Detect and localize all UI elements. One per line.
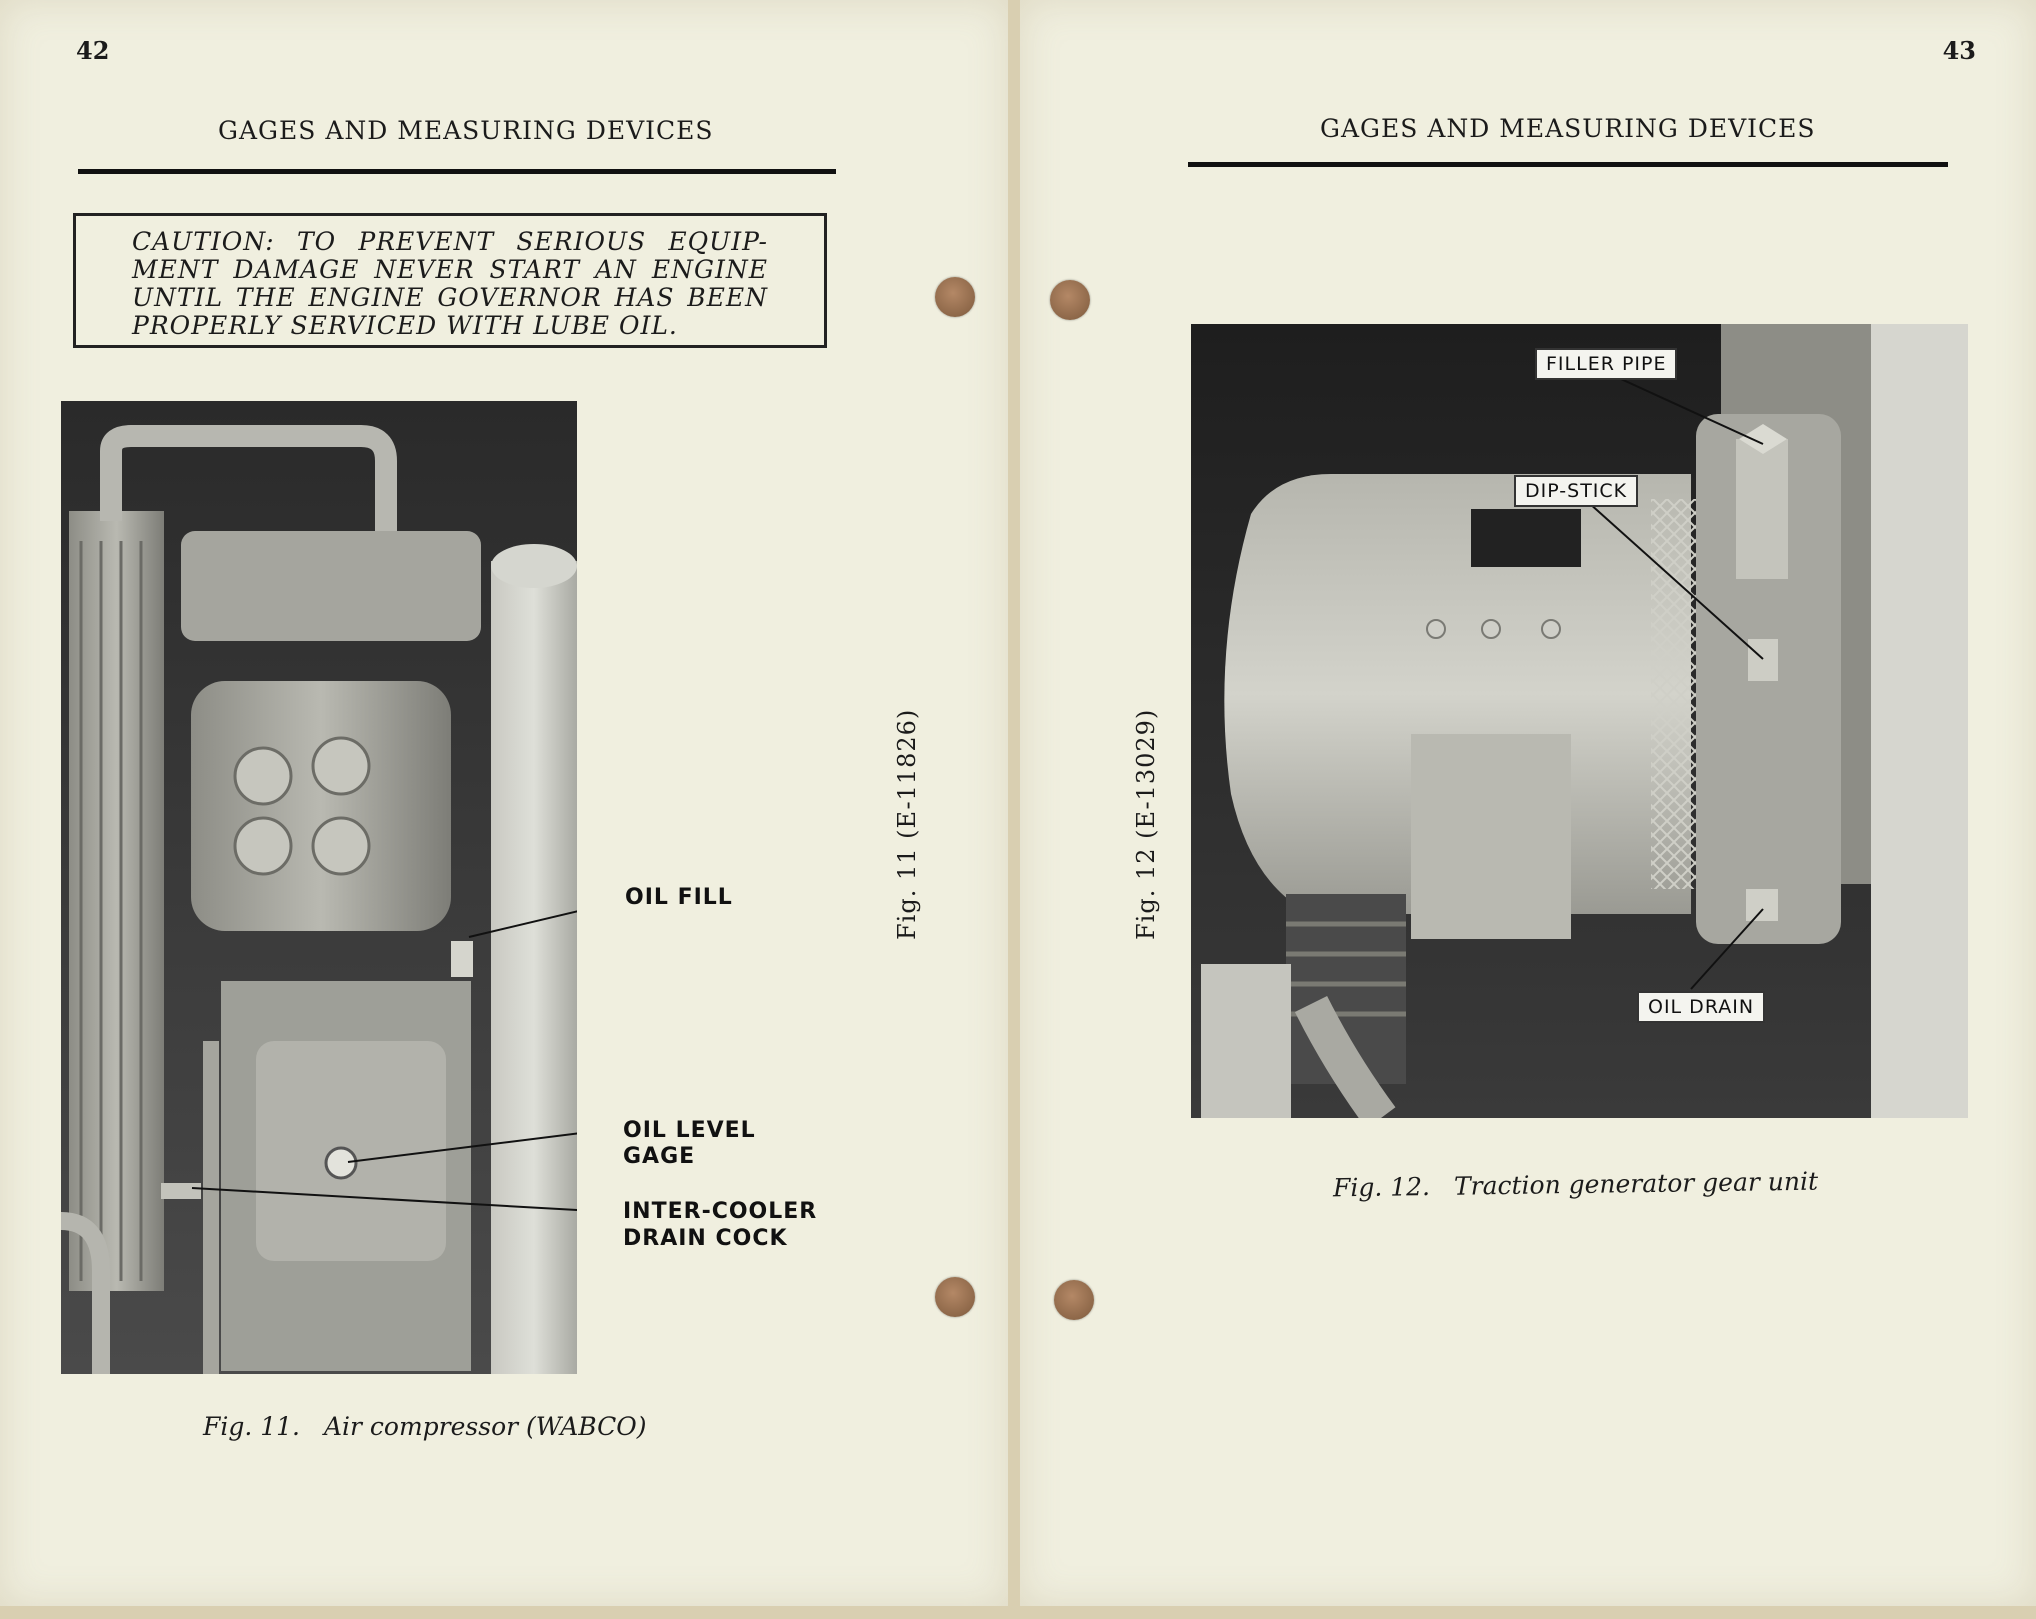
figure-caption: [203, 1412, 647, 1441]
callout-drain-cock: DRAIN COCK: [623, 1226, 788, 1251]
left-page: [0, 0, 1008, 1606]
punch-hole: [935, 1277, 975, 1317]
punch-hole: [935, 277, 975, 317]
callout-oil-drain: OIL DRAIN: [1637, 991, 1765, 1023]
callout-oil-level: OIL LEVEL: [623, 1118, 756, 1143]
caution-line: MENT DAMAGE NEVER START AN ENGINE: [132, 255, 768, 284]
punch-hole: [1050, 280, 1090, 320]
callout-gage: GAGE: [623, 1144, 696, 1169]
caution-line: PROPERLY SERVICED WITH LUBE OIL.: [132, 311, 678, 340]
page-number: 42: [76, 36, 110, 65]
caution-line: CAUTION: TO PREVENT SERIOUS EQUIP-: [132, 227, 768, 256]
callout-dip-stick: DIP-STICK: [1514, 475, 1638, 507]
callout-oil-fill: OIL FILL: [625, 885, 733, 910]
running-head: GAGES AND MEASURING DEVICES: [1320, 114, 1816, 143]
caution-line: UNTIL THE ENGINE GOVERNOR HAS BEEN: [132, 283, 768, 312]
figure-caption: [1333, 1167, 1818, 1203]
figure-side-label: Fig. 11 (E-11826): [893, 708, 921, 940]
air-compressor-photo: [61, 401, 577, 1374]
page-number: 43: [1942, 36, 1976, 65]
figure-side-label: Fig. 12 (E-13029): [1132, 708, 1160, 940]
head-rule: [78, 169, 836, 174]
running-head: GAGES AND MEASURING DEVICES: [218, 116, 714, 145]
right-page: [1020, 0, 2036, 1606]
callout-inter-cooler: INTER-COOLER: [623, 1199, 818, 1224]
figure-number: Fig. 12.: [1332, 1172, 1431, 1203]
figure-number: Fig. 11.: [203, 1412, 300, 1441]
callout-filler-pipe: FILLER PIPE: [1535, 348, 1677, 380]
punch-hole: [1054, 1280, 1094, 1320]
caution-box: [73, 213, 827, 348]
figure-caption-text: Traction generator gear unit: [1453, 1166, 1819, 1201]
head-rule: [1188, 162, 1948, 167]
traction-generator-photo: [1191, 324, 1968, 1118]
figure-caption-text: Air compressor (WABCO): [323, 1412, 647, 1441]
